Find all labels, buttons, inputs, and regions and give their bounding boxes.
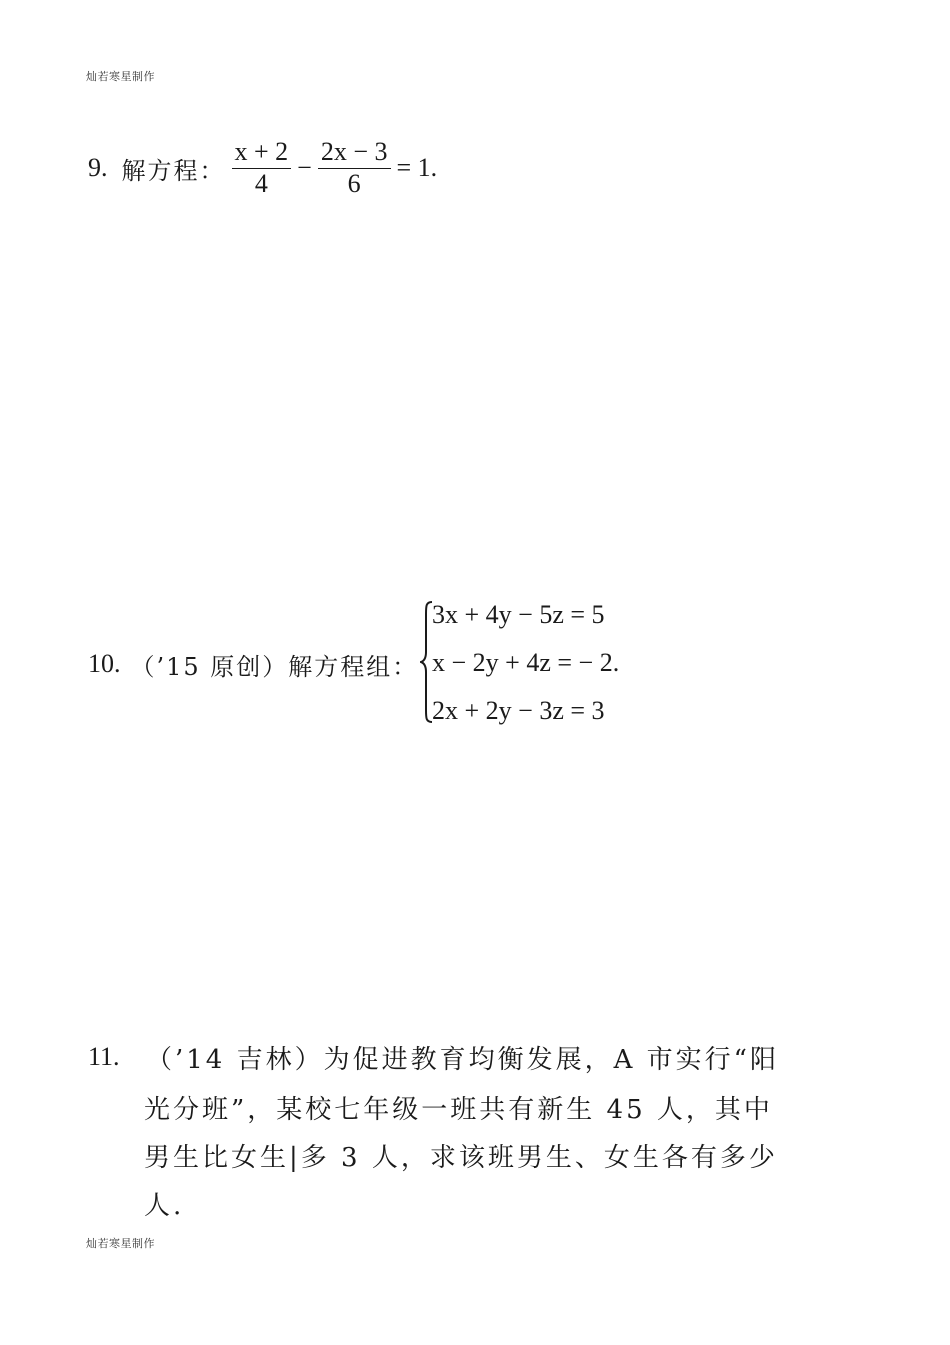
question-11-line-4: 人. — [144, 1191, 185, 1221]
question-11-line-2: 光分班”，某校七年级一班共有新生 45 人，其中 — [144, 1095, 773, 1125]
watermark-bottom: 灿若寒星制作 — [86, 1237, 155, 1250]
question-9 — [88, 136, 437, 200]
question-9-prompt: 解方程： — [121, 156, 226, 185]
fraction-1-denominator: 4 — [254, 169, 268, 198]
equation-1: 3x + 4y − 5z = 5 — [432, 600, 605, 629]
fraction-2-denominator: 6 — [347, 169, 361, 198]
equation-system — [420, 596, 650, 730]
fraction-2-numerator: 2x − 3 — [318, 137, 391, 169]
question-11-line-1: （’14 吉林）为促进教育均衡发展，A 市实行“阳 — [146, 1045, 779, 1075]
fraction-1-numerator: x + 2 — [232, 137, 292, 169]
question-9-number: 9. — [88, 153, 108, 182]
equation-rhs: = 1. — [396, 153, 438, 182]
equation-2: x − 2y + 4z = − 2. — [432, 648, 620, 677]
question-10-number: 10. — [88, 649, 121, 678]
watermark-top: 灿若寒星制作 — [86, 70, 155, 83]
question-11-line-3: 男生比女生|多 3 人，求该班男生、女生各有多少 — [144, 1143, 778, 1173]
question-10-prompt: （’15 原创）解方程组： — [130, 652, 419, 681]
question-10 — [88, 640, 418, 688]
fraction-2 — [318, 137, 391, 199]
equation-3: 2x + 2y − 3z = 3 — [432, 696, 605, 725]
fraction-1 — [232, 137, 292, 199]
question-11-number: 11. — [88, 1042, 120, 1071]
minus-sign: − — [297, 153, 312, 182]
